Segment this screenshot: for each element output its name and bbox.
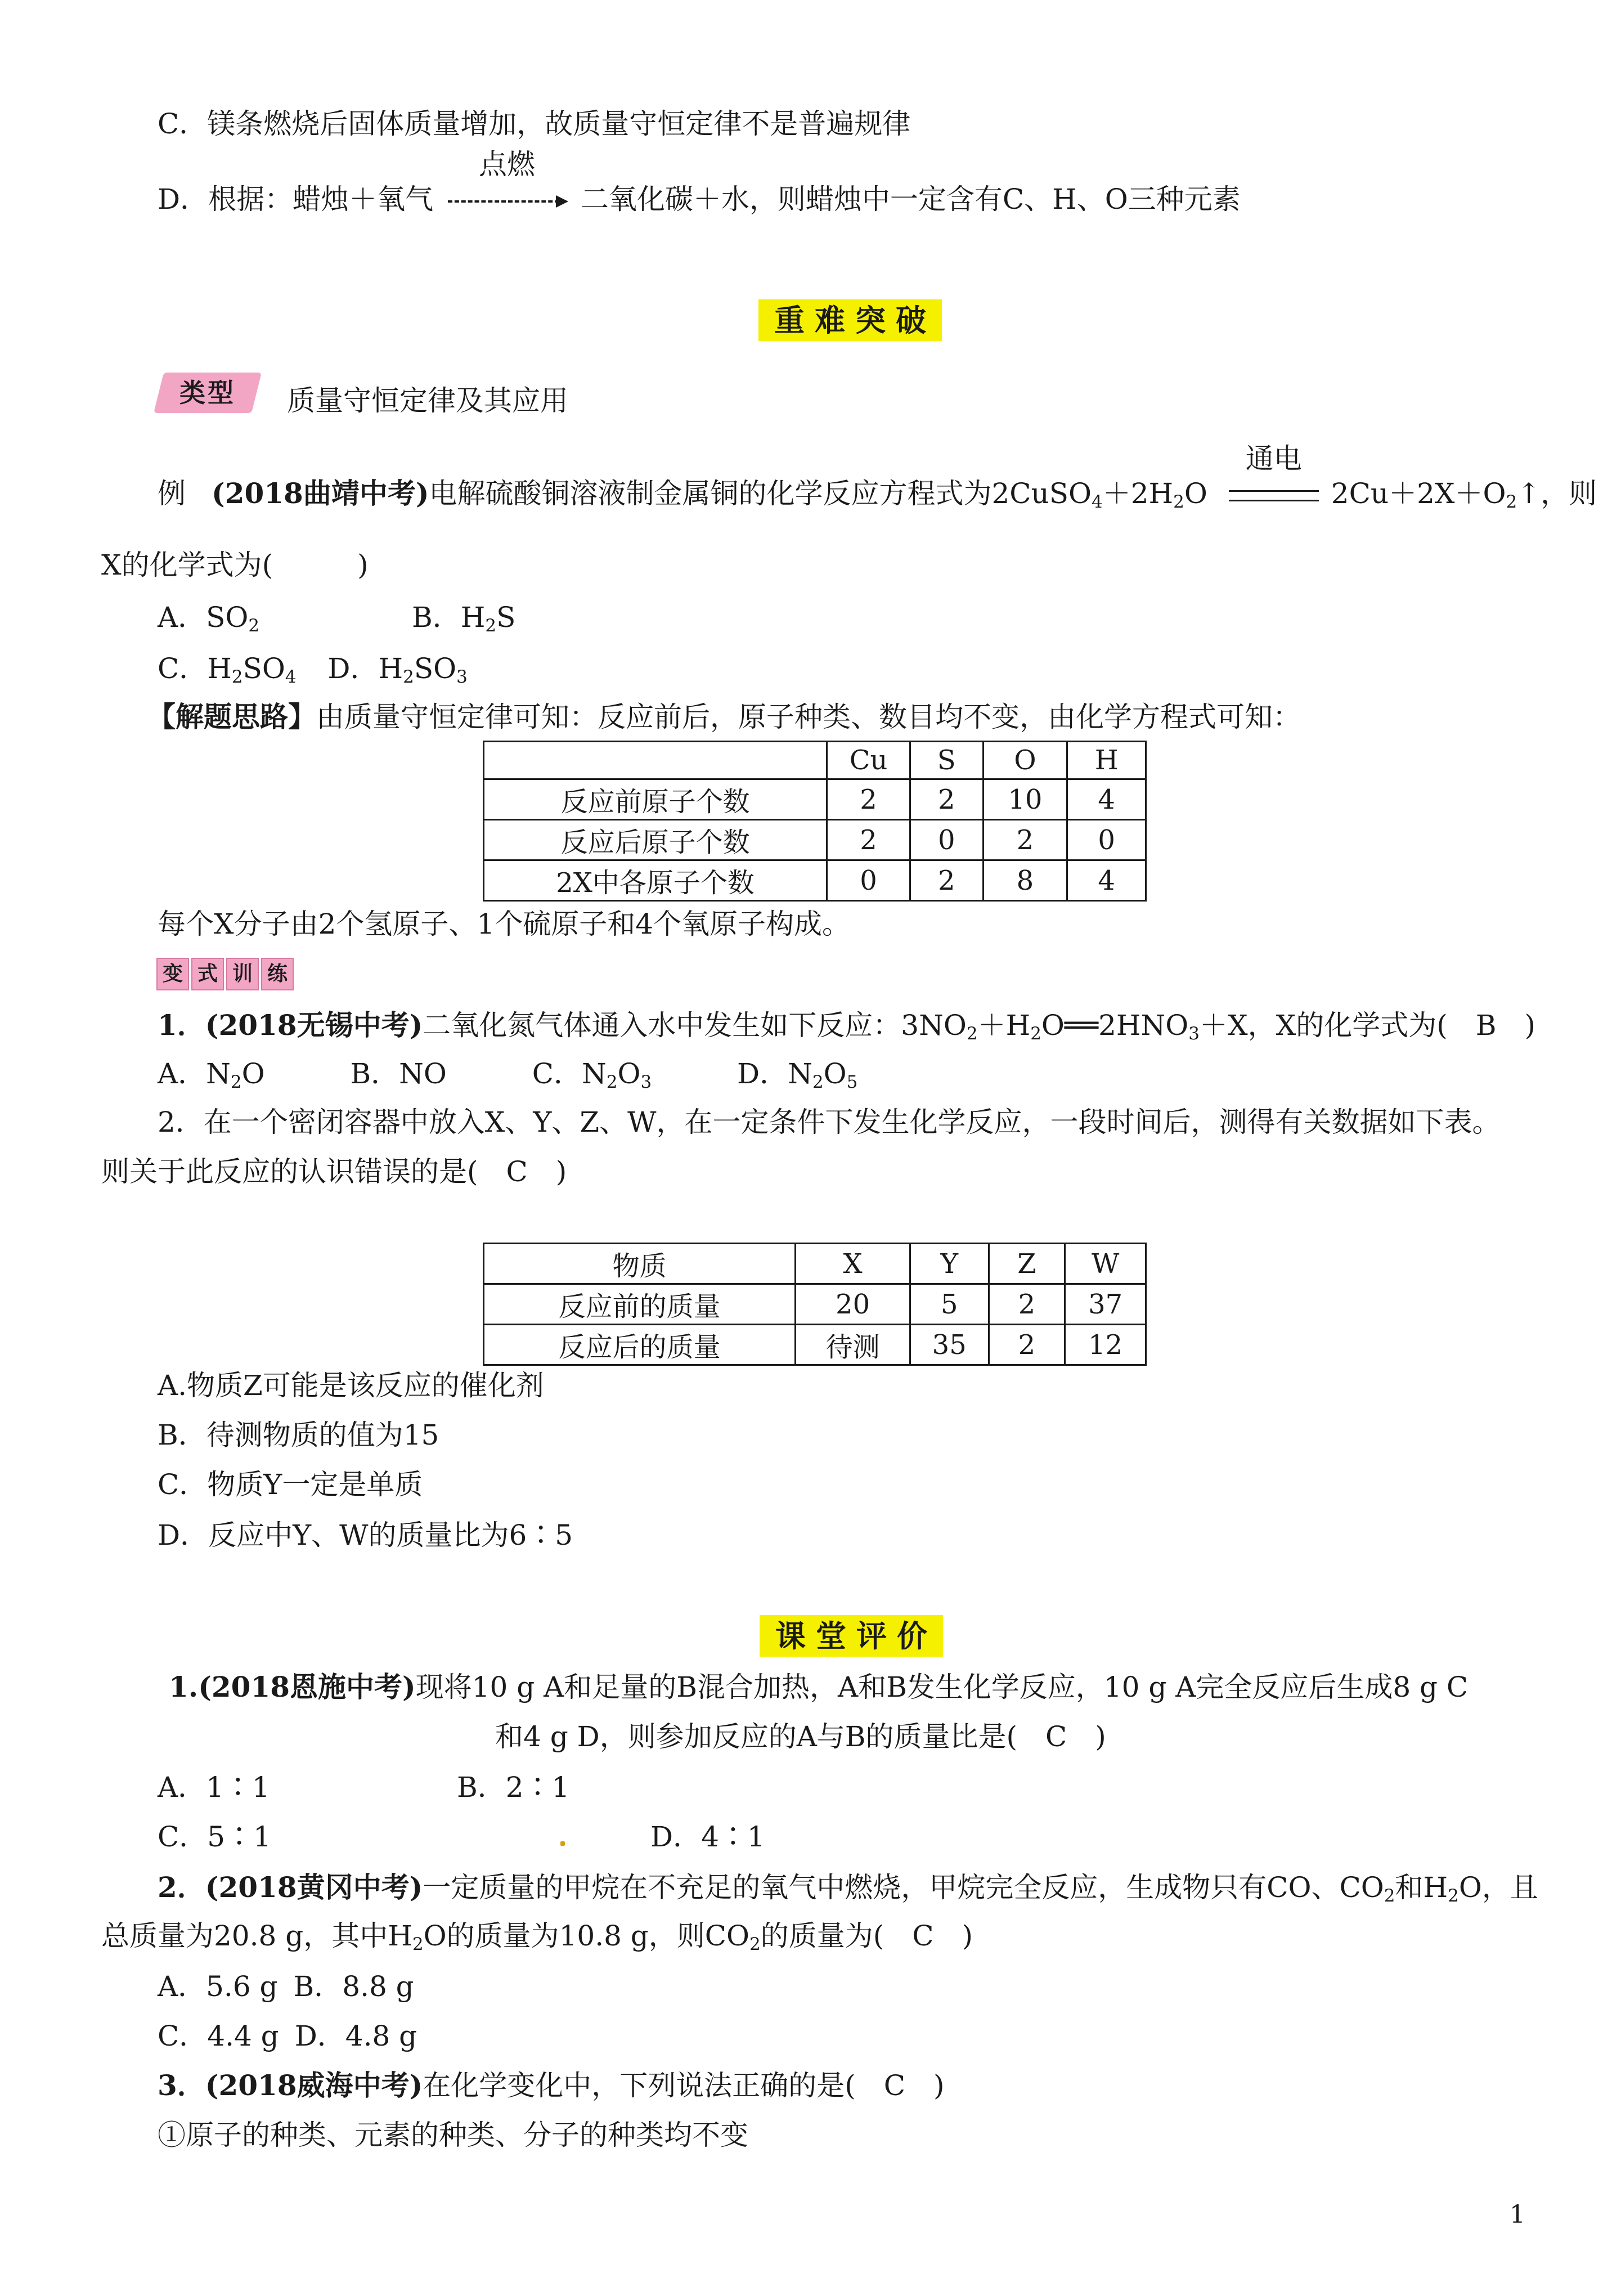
analysis-line — [147, 699, 1301, 735]
electrolysis-equals — [1229, 442, 1319, 512]
table-cell: 反应前的质量 — [484, 1284, 796, 1325]
eval-q2-opt-d: D．4.8 g — [294, 2020, 417, 2052]
combustion-condition: 点燃 — [479, 148, 535, 181]
table-cell: 待测 — [796, 1325, 910, 1365]
example-source: (2018曲靖中考) — [212, 477, 429, 510]
q1-opt-b: B．NO — [350, 1057, 447, 1090]
q1-sub3: 3 — [1188, 1023, 1200, 1044]
q1-opt-c: C．N — [532, 1057, 607, 1090]
table-row — [484, 860, 1146, 901]
table-cell: 0 — [1067, 820, 1146, 860]
eval-q2-source: (2018黄冈中考) — [205, 1871, 423, 1904]
opt-d-text: D．H — [327, 652, 403, 685]
table-cell — [484, 742, 827, 779]
dashed-arrow-icon — [448, 200, 566, 203]
example-label: 例 — [158, 477, 186, 510]
combustion-arrow — [448, 148, 566, 217]
analysis-label: 【解题思路】 — [147, 700, 316, 733]
table-cell: 0 — [910, 820, 983, 860]
table-cell: Z — [989, 1244, 1065, 1284]
eval-q3-line — [158, 2068, 945, 2104]
example-option-a — [158, 599, 259, 635]
table-cell: S — [910, 742, 983, 779]
example-text-4: 2Cu＋2X＋O — [1331, 477, 1506, 510]
example-line-2: X的化学式为( ) — [101, 549, 369, 581]
q2-option-d: D．反应中Y、W的质量比为6∶5 — [158, 1519, 573, 1551]
example-text-3: O — [1184, 477, 1207, 510]
eval-q2-text3: O，且 — [1458, 1871, 1538, 1904]
option-c-text: C．镁条燃烧后固体质量增加，故质量守恒定律不是普遍规律 — [158, 107, 911, 140]
eval-q2-line2 — [101, 1918, 973, 1954]
opt-c-sub1: 2 — [231, 666, 243, 687]
table-cell: 4 — [1067, 860, 1146, 901]
eval-q1-option-d: D．4∶1 — [650, 1820, 765, 1853]
table-cell: 2 — [989, 1284, 1065, 1325]
table-cell: 物质 — [484, 1244, 796, 1284]
section-title-class-evaluation: 课堂评价 — [760, 1615, 943, 1657]
variant-q1-options — [158, 1056, 857, 1092]
page-number: 1 — [1510, 2200, 1525, 2229]
q1-opt-c-sub1: 2 — [606, 1071, 618, 1092]
eval-q2-line2a: 总质量为20.8 g，其中H — [101, 1920, 412, 1952]
opt-c-text: C．H — [158, 652, 232, 685]
badge-char: 式 — [191, 958, 224, 990]
table-cell: 反应后的质量 — [484, 1325, 796, 1365]
table-cell: 0 — [827, 860, 910, 901]
eval-q2-opt-a: A．5.6 g — [158, 1970, 278, 2003]
eval-q1-option-a: A．1∶1 — [158, 1771, 270, 1804]
variant-training-badge — [156, 958, 294, 990]
q1-source: (2018无锡中考) — [205, 1008, 423, 1042]
q1-text2: ＋H — [977, 1009, 1031, 1042]
table-cell: 2 — [827, 820, 910, 860]
q1-opt-c-mid: O — [617, 1057, 641, 1090]
q1-text3: O══2HNO — [1041, 1009, 1189, 1042]
example-text-1: 电解硫酸铜溶液制金属铜的化学反应方程式为2CuSO — [429, 477, 1092, 510]
eval-q1-number: 1. — [169, 1670, 199, 1703]
eval-q2-line1 — [158, 1869, 1538, 1905]
option-d-suffix: 二氧化碳＋水，则蜡烛中一定含有C、H、O三种元素 — [580, 183, 1241, 216]
eval-q2-text1: 一定质量的甲烷在不充足的氧气中燃烧，甲烷完全反应，生成物只有CO、CO — [423, 1871, 1384, 1904]
table-row — [484, 820, 1146, 860]
table-cell: 2 — [910, 779, 983, 820]
q1-opt-d-sub1: 2 — [812, 1071, 824, 1092]
double-line-equals-icon — [1229, 490, 1319, 501]
opt-d-sub2: 3 — [456, 666, 468, 687]
table-header-row — [484, 742, 1146, 779]
q2-option-a: A.物质Z可能是该反应的催化剂 — [158, 1369, 544, 1402]
section-title-breakthrough: 重难突破 — [758, 299, 942, 341]
table-cell: 2 — [910, 860, 983, 901]
q1-opt-a-sub: 2 — [230, 1071, 242, 1092]
badge-char: 变 — [156, 958, 189, 990]
eval-q2-sub2: 2 — [1448, 1885, 1459, 1906]
table-cell: 4 — [1067, 779, 1146, 820]
example-line-1 — [158, 442, 1597, 512]
table-cell: O — [983, 742, 1067, 779]
example-text-5: ↑，则 — [1517, 477, 1597, 510]
q1-sub1: 2 — [966, 1023, 978, 1044]
eval-q2-number: 2． — [158, 1871, 205, 1904]
eval-q2-line2c: 的质量为( C ) — [760, 1920, 973, 1952]
table-cell: W — [1065, 1244, 1146, 1284]
opt-b-sub: 2 — [485, 615, 497, 636]
variant-q1 — [158, 1007, 1535, 1043]
eval-q2-line2-sub1: 2 — [412, 1934, 424, 1954]
q1-number: 1． — [158, 1008, 205, 1042]
table-cell: 10 — [983, 779, 1067, 820]
eval-q1-option-c: C．5∶1 — [158, 1820, 271, 1853]
table-cell: 反应后原子个数 — [484, 820, 827, 860]
eval-q1-text: 现将10 g A和足量的B混合加热，A和B发生化学反应，10 g A完全反应后生成8 g C — [415, 1671, 1469, 1703]
q1-text4: ＋X，X的化学式为( B ) — [1200, 1009, 1535, 1042]
q2-option-b: B．待测物质的值为15 — [158, 1419, 439, 1451]
q1-opt-d-sub2: 5 — [846, 1071, 858, 1092]
table-cell: 5 — [910, 1284, 989, 1325]
eval-q2-line2b: O的质量为10.8 g，则CO — [423, 1920, 750, 1952]
example-sub-2: 2 — [1173, 491, 1184, 512]
badge-char: 练 — [261, 958, 294, 990]
eval-q1-line1 — [169, 1669, 1468, 1705]
table-row — [484, 1284, 1146, 1325]
table-cell: 2X中各原子个数 — [484, 860, 827, 901]
atom-count-table — [483, 741, 1147, 902]
eval-q3-item1: ①原子的种类、元素的种类、分子的种类均不变 — [158, 2119, 748, 2151]
q1-text1: 二氧化氮气体通入水中发生如下反应：3NO — [423, 1009, 967, 1042]
opt-d-mid: SO — [414, 652, 457, 685]
table-cell: 反应前原子个数 — [484, 779, 827, 820]
table-cell: Y — [910, 1244, 989, 1284]
table-cell: 2 — [983, 820, 1067, 860]
eval-q2-line2-sub2: 2 — [749, 1934, 761, 1954]
eval-q2-text2: 和H — [1395, 1871, 1448, 1904]
option-d-line — [158, 148, 1241, 217]
eval-q2-sub1: 2 — [1384, 1885, 1395, 1906]
table-header-row — [484, 1244, 1146, 1284]
table-cell: 2 — [827, 779, 910, 820]
eval-q2-opt-b: B．8.8 g — [293, 1970, 414, 2003]
eval-q1-line2: 和4 g D，则参加反应的A与B的质量比是( C ) — [495, 1720, 1106, 1753]
q1-opt-d-mid: O — [823, 1057, 847, 1090]
mass-table — [483, 1243, 1147, 1366]
stray-mark — [560, 1841, 565, 1846]
q1-opt-d: D．N — [737, 1057, 812, 1090]
table-cell: X — [796, 1244, 910, 1284]
table-row — [484, 779, 1146, 820]
electrolysis-condition: 通电 — [1245, 442, 1302, 475]
eval-q2-options-cd — [158, 2018, 417, 2054]
variant-q2-line2: 则关于此反应的认识错误的是( C ) — [101, 1155, 567, 1188]
example-sub-1: 4 — [1092, 491, 1103, 512]
q2-option-c: C．物质Y一定是单质 — [158, 1468, 423, 1501]
analysis-text: 由质量守恒定律可知：反应前后，原子种类、数目均不变，由化学方程式可知： — [316, 701, 1301, 733]
example-text-2: ＋2H — [1102, 477, 1174, 510]
type-badge — [154, 373, 262, 413]
example-options-cd — [158, 651, 468, 687]
option-d-prefix: D．根据：蜡烛＋氧气 — [158, 183, 434, 216]
q1-opt-c-sub2: 3 — [640, 1071, 652, 1092]
opt-d-sub1: 2 — [403, 666, 414, 687]
table-cell: 8 — [983, 860, 1067, 901]
q1-opt-a: A．N — [158, 1057, 231, 1090]
eval-q2-opt-c: C．4.4 g — [158, 2020, 279, 2052]
type-title: 质量守恒定律及其应用 — [287, 384, 568, 417]
eval-q1-option-b: B．2∶1 — [457, 1771, 570, 1804]
q1-opt-a-end: O — [241, 1057, 265, 1090]
eval-q3-source: (2018威海中考) — [205, 2069, 423, 2102]
badge-char: 训 — [226, 958, 259, 990]
type-badge-label: 类型 — [179, 378, 236, 408]
opt-c-sub2: 4 — [285, 666, 297, 687]
variant-q2-line1: 2．在一个密闭容器中放入X、Y、Z、W，在一定条件下发生化学反应，一段时间后，测得有关数据如下表。 — [158, 1106, 1501, 1138]
opt-a-text: A．SO — [158, 601, 249, 634]
eval-q1-source: (2018恩施中考) — [198, 1670, 416, 1703]
table-row — [484, 1325, 1146, 1365]
opt-b-text: B．H — [412, 601, 486, 634]
table-cell: 35 — [910, 1325, 989, 1365]
table-cell: 20 — [796, 1284, 910, 1325]
eval-q3-number: 3． — [158, 2069, 205, 2102]
table-cell: H — [1067, 742, 1146, 779]
table-cell: Cu — [827, 742, 910, 779]
eval-q3-text: 在化学变化中，下列说法正确的是( C ) — [423, 2069, 945, 2102]
example-sub-3: 2 — [1506, 491, 1517, 512]
opt-c-mid: SO — [243, 652, 285, 685]
opt-a-sub: 2 — [248, 615, 260, 636]
table-cell: 12 — [1065, 1325, 1146, 1365]
example-option-b — [412, 599, 515, 635]
table-cell: 2 — [989, 1325, 1065, 1365]
q1-sub2: 2 — [1030, 1023, 1041, 1044]
example-conclusion: 每个X分子由2个氢原子、1个硫原子和4个氧原子构成。 — [158, 908, 851, 940]
opt-b-end: S — [496, 601, 516, 634]
table-cell: 37 — [1065, 1284, 1146, 1325]
eval-q2-options-ab — [158, 1968, 414, 2004]
